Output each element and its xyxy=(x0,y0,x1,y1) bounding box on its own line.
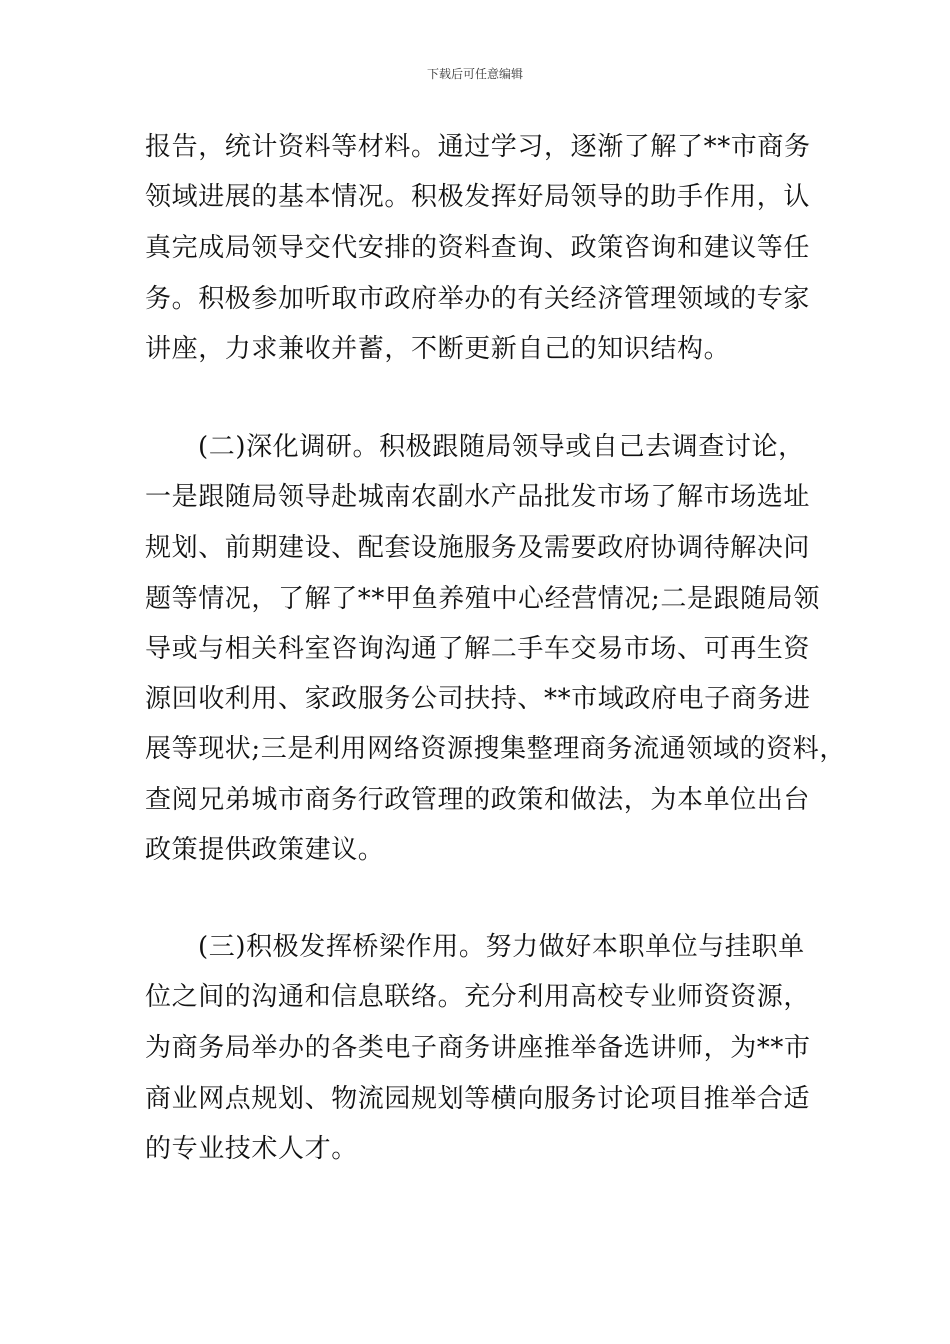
paragraph-1-line-1: 报告，统计资料等材料。通过学习，逐渐了解了**市商务 xyxy=(145,132,811,162)
paragraph-3-line-2: 位之间的沟通和信息联络。充分利用高校专业师资资源， xyxy=(145,982,811,1012)
paragraph-2-line-3: 规划、前期建设、配套设施服务及需要政府协调待解决问 xyxy=(145,533,811,563)
paragraph-2-line-7: 展等现状;三是利用网络资源搜集整理商务流通领域的资料， xyxy=(145,734,846,764)
paragraph-2-line-2: 一是跟随局领导赴城南农副水产品批发市场了解市场选址 xyxy=(145,482,811,512)
paragraph-2-line-8: 查阅兄弟城市商务行政管理的政策和做法，为本单位出台 xyxy=(145,785,811,815)
paragraph-3-line-5: 的专业技术人才。 xyxy=(145,1134,358,1164)
paragraph-3-line-1: (三)积极发挥桥梁作用。努力做好本职单位与挂职单 xyxy=(198,932,805,962)
paragraph-2-line-5: 导或与相关科室咨询沟通了解二手车交易市场、可再生资 xyxy=(145,634,811,664)
paragraph-2-line-6: 源回收利用、家政服务公司扶持、**市域政府电子商务进 xyxy=(145,684,811,714)
paragraph-3-line-4: 商业网点规划、物流园规划等横向服务讨论项目推举合适 xyxy=(145,1084,811,1114)
page-header: 下载后可任意编辑 xyxy=(426,67,523,81)
paragraph-1-line-3: 真完成局领导交代安排的资料查询、政策咨询和建议等任 xyxy=(145,233,811,263)
paragraph-3-line-3: 为商务局举办的各类电子商务讲座推举备选讲师，为**市 xyxy=(145,1033,811,1063)
paragraph-1-line-2: 领域进展的基本情况。积极发挥好局领导的助手作用，认 xyxy=(145,182,811,212)
paragraph-2-line-9: 政策提供政策建议。 xyxy=(145,835,385,865)
paragraph-1-line-4: 务。积极参加听取市政府举办的有关经济管理领域的专家 xyxy=(145,284,811,314)
paragraph-2-line-1: (二)深化调研。积极跟随局领导或自己去调查讨论， xyxy=(198,432,805,462)
paragraph-2-line-4: 题等情况，了解了**甲鱼养殖中心经营情况;二是跟随局领 xyxy=(145,584,820,614)
paragraph-1-line-5: 讲座，力求兼收并蓄，不断更新自己的知识结构。 xyxy=(145,334,731,364)
